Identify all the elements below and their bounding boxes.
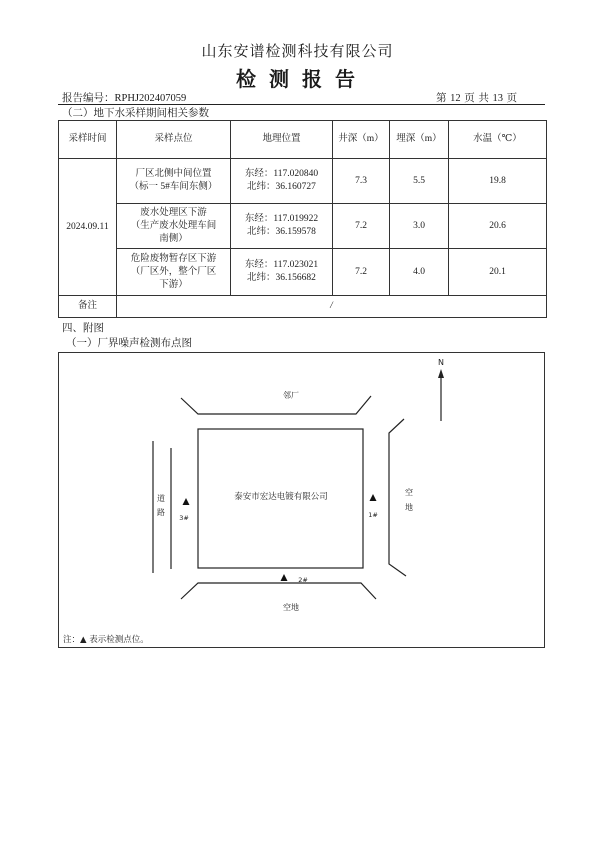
longitude: 东经：117.019922 xyxy=(244,214,319,224)
company-name: 山东安谱检测科技有限公司 xyxy=(201,44,394,60)
header-water-temp: 水温（℃） xyxy=(449,121,547,159)
monitoring-point-2-icon xyxy=(281,574,288,581)
sampling-point-line: 南侧） xyxy=(159,233,188,244)
coordinates xyxy=(231,204,333,249)
east-open-space-char: 地 xyxy=(405,503,413,512)
sampling-point-line: 废水处理区下游 xyxy=(140,207,207,218)
groundwater-params-table xyxy=(58,120,547,318)
sampling-point-line: 厂区北侧中间位置 xyxy=(135,169,212,179)
sampling-point-line: （生产废水处理车间 xyxy=(130,220,217,231)
latitude: 北纬：36.159578 xyxy=(247,227,316,237)
diagram-note: 注：▲ 表示检测点位。 xyxy=(63,635,149,645)
table-row xyxy=(59,249,547,296)
north-arrow-icon xyxy=(438,369,444,378)
remark-row xyxy=(59,296,547,318)
report-title: 检 测 报 告 xyxy=(236,69,359,91)
report-number: 报告编号：RPHJ202407059 xyxy=(62,93,187,104)
remark-label: 备注 xyxy=(59,296,117,318)
diagram-canvas xyxy=(59,353,546,649)
remark-value: / xyxy=(117,296,547,318)
header-location: 地理位置 xyxy=(231,121,333,159)
well-depth: 7.3 xyxy=(333,159,390,204)
header-well-depth: 井深（m） xyxy=(333,121,390,159)
latitude: 北纬：36.160727 xyxy=(247,182,316,192)
neighbor-factory-label: 邻厂 xyxy=(283,391,299,400)
sampling-point-line: 危险废物暂存区下游 xyxy=(130,253,217,264)
north-label: N xyxy=(438,358,444,367)
table-row xyxy=(59,204,547,249)
water-temp: 19.8 xyxy=(449,159,547,204)
water-temp: 20.1 xyxy=(449,249,547,296)
noise-monitoring-diagram xyxy=(58,352,545,648)
latitude: 北纬：36.156682 xyxy=(247,273,316,283)
road-label-char: 道 xyxy=(157,494,165,503)
sampling-point xyxy=(117,204,231,249)
header-sampling-point: 采样点位 xyxy=(117,121,231,159)
monitoring-point-1-label: 1# xyxy=(368,511,378,519)
water-temp: 20.6 xyxy=(449,204,547,249)
sampling-point-line: （厂区外，整个厂区 xyxy=(130,266,217,277)
monitoring-point-3-icon xyxy=(183,498,190,505)
buried-depth: 4.0 xyxy=(390,249,449,296)
monitoring-point-3-label: 3# xyxy=(179,514,189,522)
east-boundary-line xyxy=(389,419,406,576)
monitoring-point-1-icon xyxy=(370,494,377,501)
sampling-date: 2024.09.11 xyxy=(59,159,117,296)
section-title: （二）地下水采样期间相关参数 xyxy=(62,108,209,119)
well-depth: 7.2 xyxy=(333,249,390,296)
page-number: 第 12 页 共 13 页 xyxy=(436,93,518,104)
coordinates xyxy=(231,159,333,204)
well-depth: 7.2 xyxy=(333,204,390,249)
sampling-point xyxy=(117,249,231,296)
south-boundary-line xyxy=(181,583,376,599)
table-row xyxy=(59,159,547,204)
buried-depth: 3.0 xyxy=(390,204,449,249)
buried-depth: 5.5 xyxy=(390,159,449,204)
longitude: 东经：117.020840 xyxy=(244,169,319,179)
coordinates xyxy=(231,249,333,296)
header-sampling-time: 采样时间 xyxy=(59,121,117,159)
monitoring-point-2-label: 2# xyxy=(298,576,308,584)
neighbor-boundary-line xyxy=(181,396,371,414)
road-label-char: 路 xyxy=(157,508,165,517)
longitude: 东经：117.023021 xyxy=(244,260,319,270)
figure-title: （一）厂界噪声检测布点图 xyxy=(66,338,192,349)
sampling-point-line: （标一 5#车间东侧） xyxy=(129,182,218,192)
table-header-row xyxy=(59,121,547,159)
plant-name: 泰安市宏达电镀有限公司 xyxy=(234,492,328,502)
south-open-space-label: 空地 xyxy=(283,603,299,612)
appendix-title: 四、附图 xyxy=(62,323,104,334)
sampling-point xyxy=(117,159,231,204)
east-open-space-char: 空 xyxy=(405,488,413,497)
header-buried-depth: 埋深（m） xyxy=(390,121,449,159)
sampling-point-line: 下游） xyxy=(159,279,188,290)
